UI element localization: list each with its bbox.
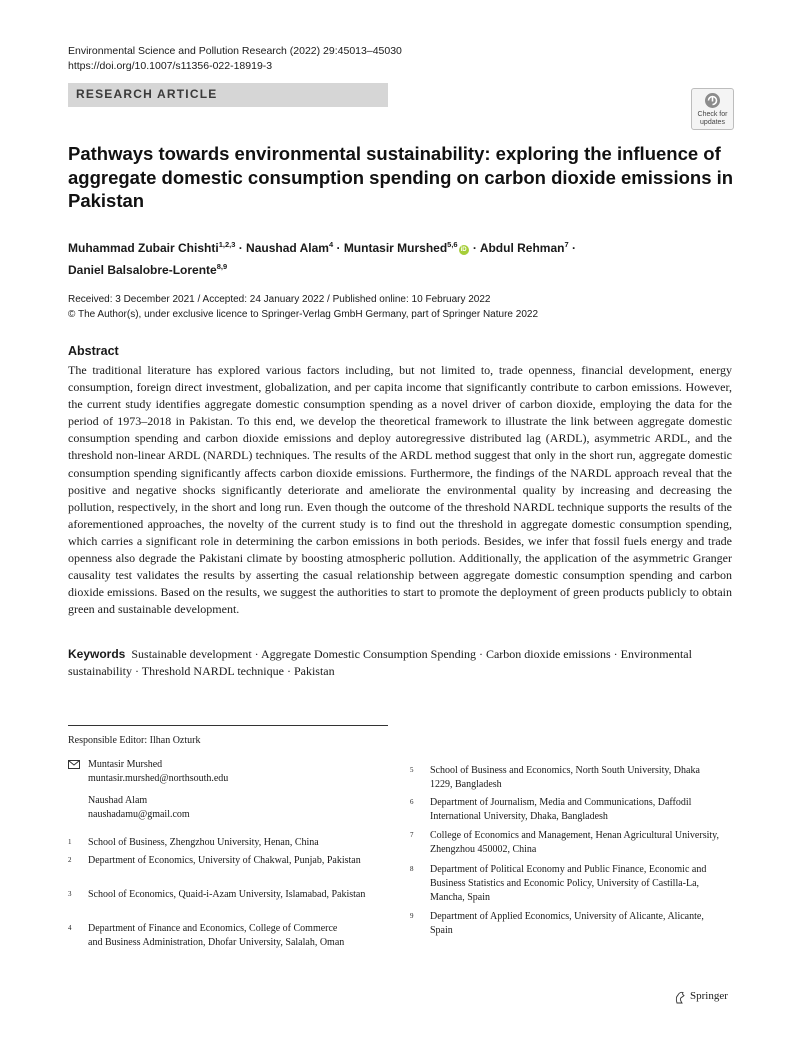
- affiliation-text: Department of Political Economy and Public Finance, Economic and Business Statistics and Economic Policy, University of Castilla-La, Mancha, Spain: [430, 864, 707, 903]
- author-name[interactable]: Muhammad Zubair Chishti: [68, 241, 219, 255]
- affiliation-text: Department of Economics, University of Chakwal, Punjab, Pakistan: [88, 855, 361, 866]
- responsible-editor: Responsible Editor: Ilhan Ozturk: [68, 735, 201, 746]
- affiliation-text: College of Economics and Management, Henan Agricultural University, Zhengzhou 450002, China: [430, 830, 719, 855]
- affiliation-number: 9: [410, 912, 414, 920]
- footnote-divider: [68, 725, 388, 726]
- keywords-label: Keywords: [68, 647, 126, 661]
- check-updates-icon: [704, 92, 721, 109]
- abstract-body: The traditional literature has explored various factors including, but not limited to, trade openness, financial development, energy consumption, foreign direct investment, globalization, and per capita income that significantly contribute to carbon emissions. However, the current study identifies aggregate domestic consumption spending as a novel driver of carbon dioxide, employing the data for the period of 1973–2018 in Pakistan. To this end, we develop the theoretical framework to illustrate the link between aggregate domestic consumption spending and carbon dioxide emissions and deploy autoregressive distributed lag (ARDL), asymmetric ARDL, and the threshold non-linear ARDL (NARDL) techniques. The results of the ARDL method suggest that only in the short run, aggregate domestic consumption spending significantly affects carbon dioxide emissions. Furthermore, the findings of the NARDL approach reveal that the positive and negative shocks significantly deteriorate and ameliorate the environmental quality by increasing and decreasing the pollution, respectively, in the short and long run. Even though the outcome of the threshold NARDL technique supports the results of the aforementioned approaches, the novelty of the current study is to find out the threshold in aggregate domestic consumption spending, which carries a significant role in determining the carbon emissions in both periods. Besides, we infer that fossil fuels energy and trade openness also degrade the Pakistani climate by boosting atmospheric pollution. Additionally, the application of the asymmetric Granger causality test validates the results by asserting the casual relationship between aggregate domestic consumption spending and carbon dioxide emissions. Based on the results, we suggest the authorities to start to promote the deployment of green products publicly to obtain green and sustainable development.: [68, 363, 732, 617]
- affiliation-text: School of Business and Economics, North South University, Dhaka 1229, Bangladesh: [430, 765, 700, 790]
- author-list: Muhammad Zubair Chishti$^{1,2,3}$ · Naushad Alam$^4$ · Muntasir Murshed$^{5,6}$iD · Abdul Rehman$^7$ · Daniel Balsalobre-Lorente$^{8,9}$: [68, 240, 576, 277]
- author-name[interactable]: Abdul Rehman: [479, 241, 565, 255]
- springer-horse-icon: [674, 991, 686, 1004]
- affiliation-number: 6: [410, 798, 414, 806]
- author-affiliation-marker: 8,9: [216, 261, 228, 271]
- affiliation-text: Department of Finance and Economics, College of Commerce and Business Administration, Dhofar University, Salalah, Oman: [88, 923, 345, 948]
- history-dates: Received: 3 December 2021 / Accepted: 24 January 2022 / Published online: 10 February 2022: [68, 294, 491, 305]
- author-name[interactable]: Naushad Alam: [246, 241, 329, 255]
- corresponding-author: [88, 794, 190, 822]
- author-affiliation-marker: 5,6: [447, 240, 458, 249]
- keywords-text: Sustainable development · Aggregate Domestic Consumption Spending · Carbon dioxide emissions · Environmental sustainability · Threshold NARDL technique · Pakistan: [68, 647, 692, 679]
- envelope-icon: [68, 760, 80, 769]
- orcid-icon[interactable]: iD: [460, 247, 467, 253]
- copyright-line: © The Author(s), under exclusive licence to Springer-Verlag GmbH Germany, part of Springer Nature 2022: [68, 308, 538, 320]
- corresponding-author-name: Muntasir Murshed: [88, 759, 163, 770]
- author-affiliation-marker: 4: [328, 240, 334, 249]
- affiliation-number: 4: [68, 924, 72, 932]
- author-name[interactable]: Muntasir Murshed: [343, 241, 448, 255]
- article-type-label: RESEARCH ARTICLE: [76, 87, 218, 101]
- email-link[interactable]: naushadamu@gmail.com: [88, 809, 190, 820]
- email-link[interactable]: muntasir.murshed@northsouth.edu: [88, 773, 229, 784]
- affiliation-number: 7: [410, 831, 414, 839]
- check-updates-text: Check for updates: [697, 111, 728, 126]
- affiliation-number: 2: [68, 856, 72, 864]
- abstract-heading: Abstract: [68, 344, 119, 358]
- corresponding-author: [88, 758, 228, 786]
- affiliation-number: 5: [410, 766, 414, 774]
- article-title: Pathways towards environmental sustainability: exploring the influence of aggregate domestic consumption spending on carbon dioxide emissions in Pakistan: [68, 143, 734, 211]
- journal-header: [68, 44, 402, 74]
- author-name[interactable]: Daniel Balsalobre-Lorente: [68, 262, 217, 277]
- journal-citation: Environmental Science and Pollution Research (2022) 29:45013–45030: [68, 45, 402, 57]
- affiliation-number: 3: [68, 890, 72, 898]
- affiliation-number: 8: [410, 865, 414, 873]
- doi-link[interactable]: https://doi.org/10.1007/s11356-022-18919-3: [68, 60, 273, 72]
- corresponding-author-name: Naushad Alam: [88, 795, 148, 806]
- author-affiliation-marker: 1,2,3: [218, 240, 236, 249]
- affiliation-text: School of Economics, Quaid-i-Azam University, Islamabad, Pakistan: [88, 889, 366, 900]
- affiliation-number: 1: [68, 838, 72, 846]
- check-for-updates-button[interactable]: [691, 88, 734, 130]
- author-affiliation-marker: 7: [564, 240, 569, 249]
- publication-dates: [68, 293, 748, 322]
- affiliation-text: Department of Applied Economics, University of Alicante, Alicante, Spain: [430, 911, 704, 936]
- keywords: [68, 646, 732, 680]
- publisher-name: Springer: [690, 990, 728, 1002]
- affiliation-text: School of Business, Zhengzhou University, Henan, China: [88, 837, 319, 848]
- article-type-banner: [68, 83, 388, 107]
- affiliation-text: Department of Journalism, Media and Communications, Daffodil International University, Dhaka, Bangladesh: [430, 797, 692, 822]
